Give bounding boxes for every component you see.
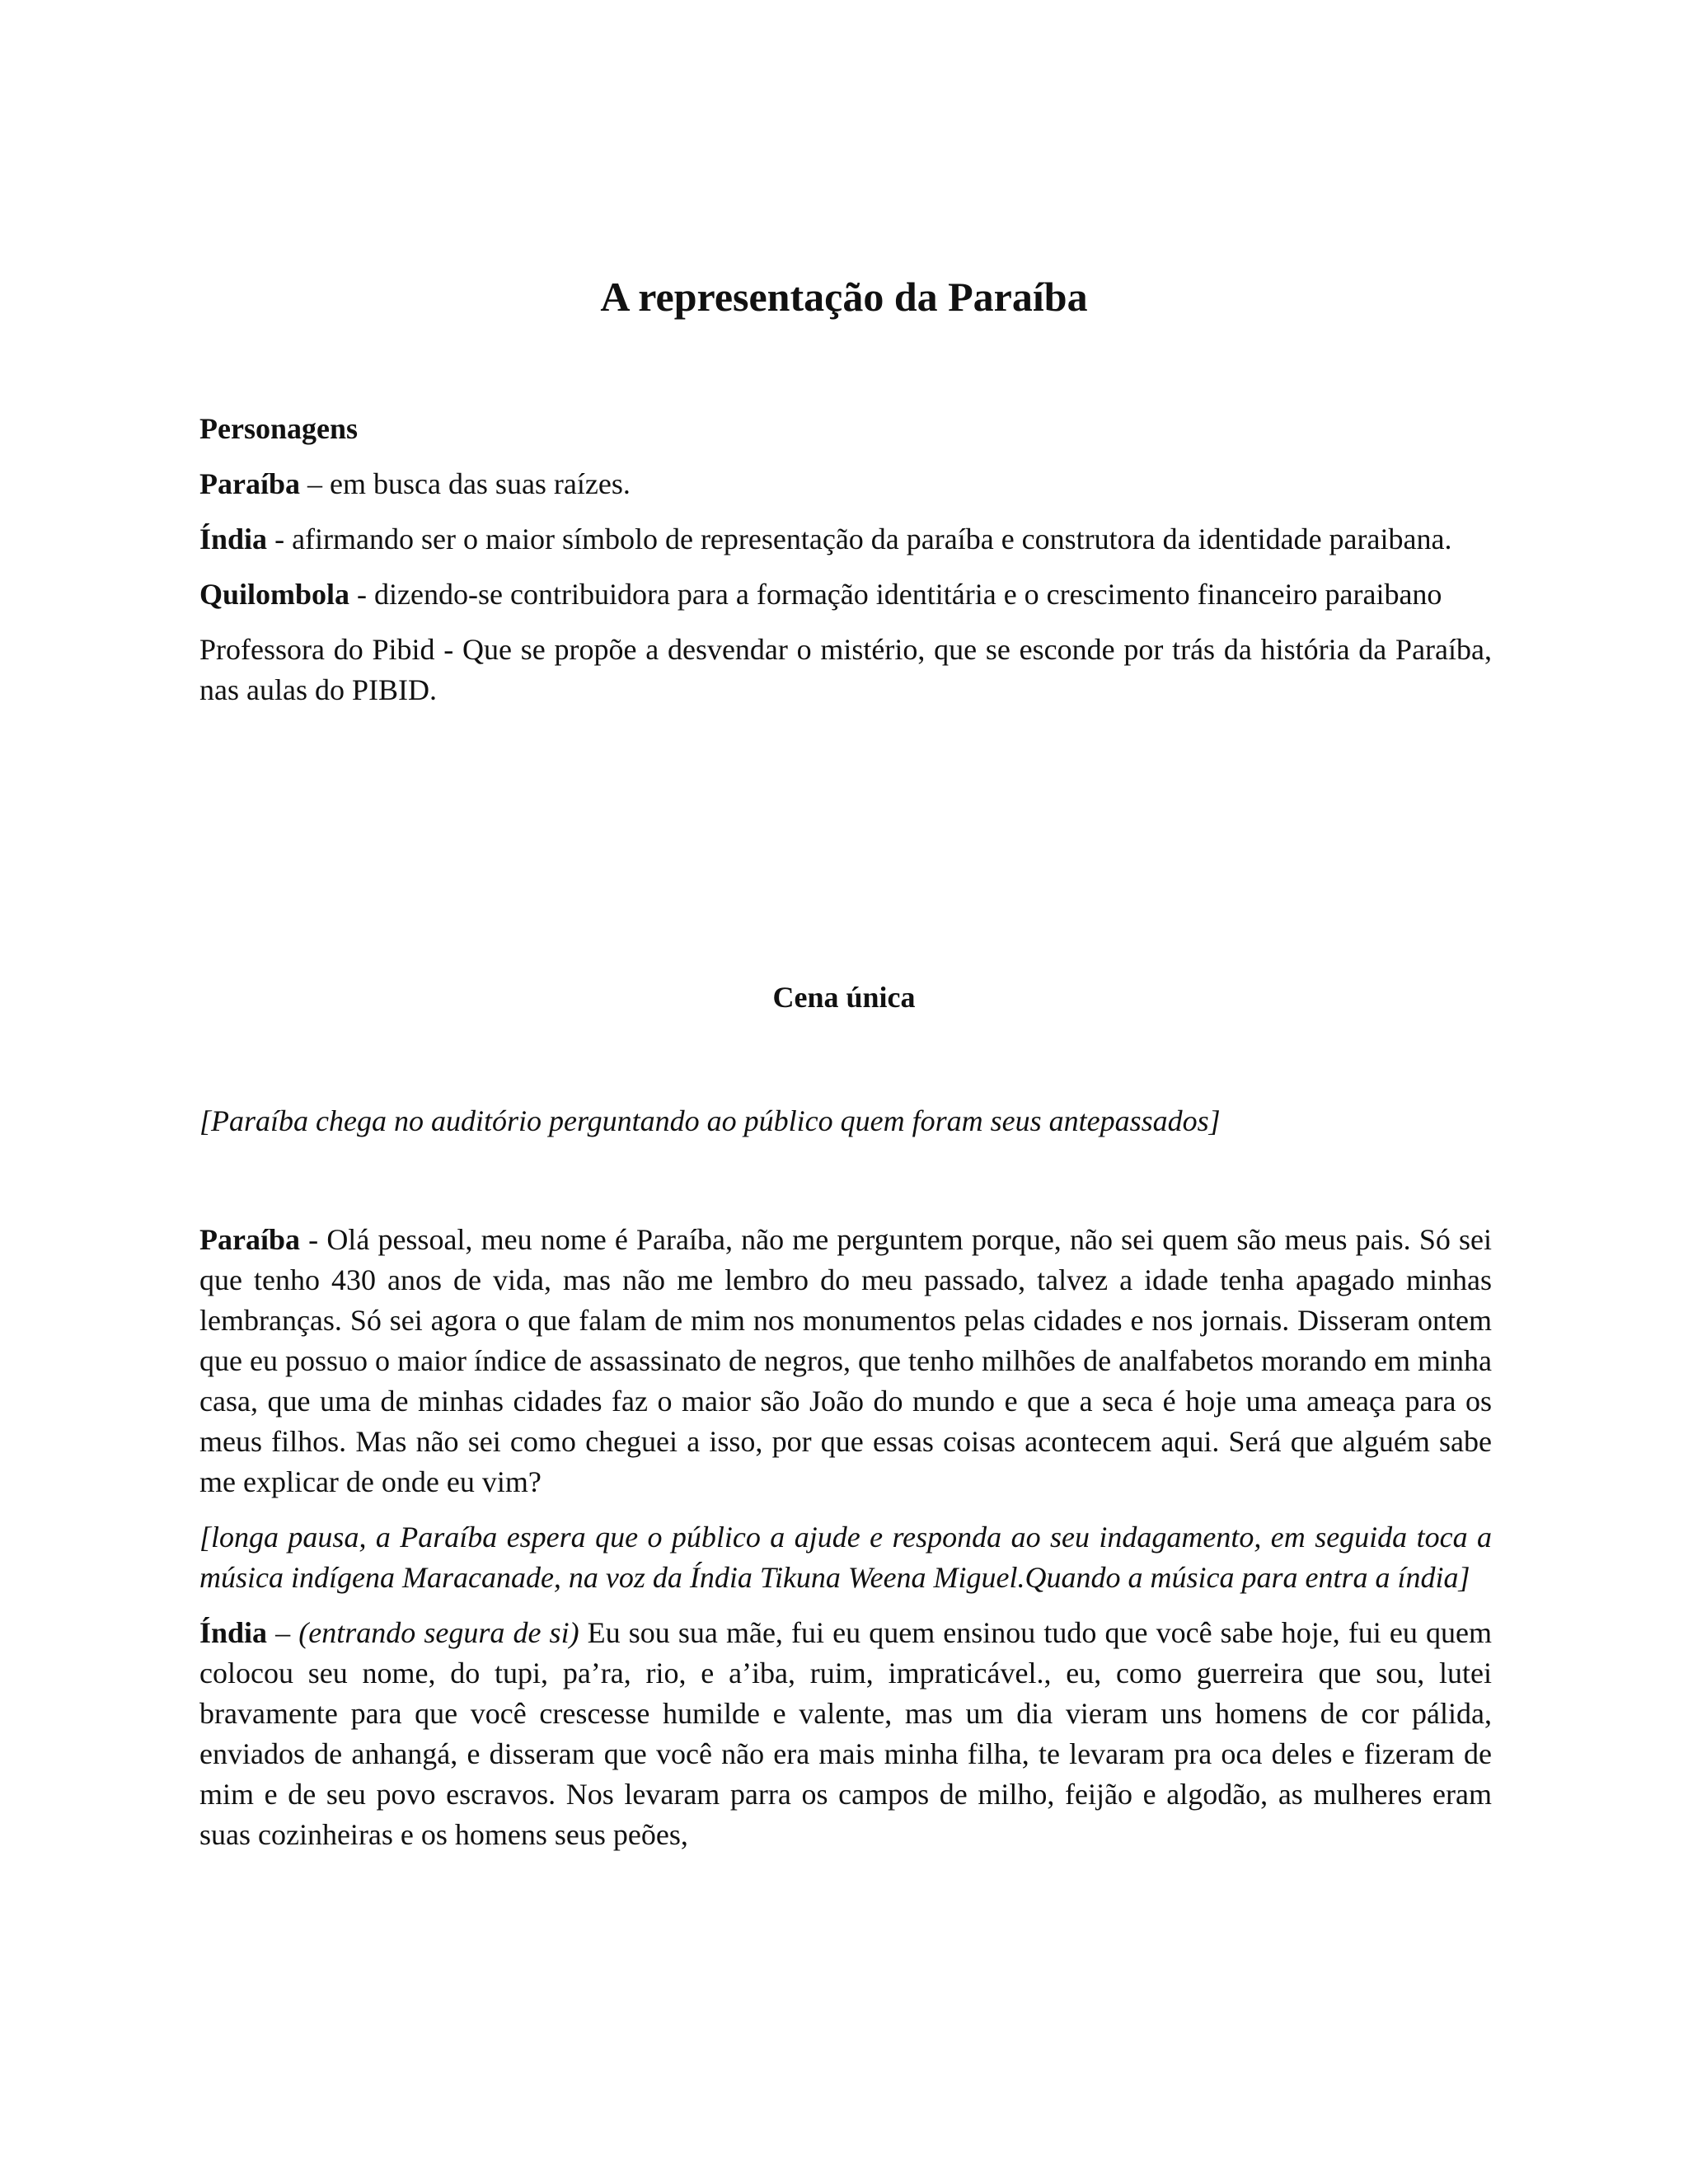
speaker-separator: –: [267, 1616, 299, 1649]
character-description: Professora do Pibid - Que se propõe a desvendar o mistério, que se esconde por trás da história da Paraíba, nas aulas do PIBID.: [199, 633, 1492, 706]
character-separator: –: [300, 467, 330, 500]
character-entry-india: [199, 519, 1492, 560]
character-name: Quilombola: [199, 578, 350, 611]
character-name: Índia: [199, 523, 268, 555]
speech-stage-note: (entrando segura de si): [298, 1616, 579, 1649]
character-name: Paraíba: [199, 467, 300, 500]
scene-title: Cena única: [772, 981, 916, 1014]
speech-text: Olá pessoal, meu nome é Paraíba, não me perguntem porque, não sei quem são meus pais. Só sei que tenho 430 anos de vida, mas não me lembro do meu passado, talvez a idade tenha apagado minhas lembranças. Só sei agora o que falam de mim nos monumentos pelas cidades e nos jornais. Disseram ontem que eu possuo o maior índice de assassinato de negros, que tenho milhões de analfabetos morando em minha casa, que uma de minhas cidades faz o maior são João do mundo e que a seca é hoje uma ameaça para os meus filhos. Mas não sei como cheguei a isso, por que essas coisas acontecem aqui. Será que alguém sabe me explicar de onde eu vim?: [199, 1223, 1492, 1498]
stage-direction-pause: [longa pausa, a Paraíba espera que o público a ajude e responda ao seu indagamento, em seguida toca a música indígena Maracanade, na voz da Índia Tikuna Weena Miguel.Quando a música para entra a índia]: [199, 1521, 1492, 1594]
character-entry-paraiba: [199, 464, 1492, 504]
character-entry-quilombola: [199, 574, 1492, 615]
character-separator: -: [349, 578, 375, 611]
stage-direction-opening: [Paraíba chega no auditório perguntando ao público quem foram seus antepassados]: [199, 1104, 1221, 1137]
character-description: afirmando ser o maior símbolo de representação da paraíba e construtora da identidade paraibana.: [292, 523, 1452, 555]
speech-text: Eu sou sua mãe, fui eu quem ensinou tudo que você sabe hoje, fui eu quem colocou seu nome, do tupi, pa’ra, rio, e a’iba, ruim, impraticável., eu, como guerreira que sou, lutei bravamente para que você crescesse humilde e valente, mas um dia vieram uns homens de cor pálida, enviados de anhangá, e disseram que você não era mais minha filha, te levaram pra oca deles e fizeram de mim e de seu povo escravos. Nos levaram parra os campos de milho, feijão e algodão, as mulheres eram suas cozinheiras e os homens seus peões,: [199, 1616, 1492, 1851]
dialogue-section: [199, 1220, 1492, 1855]
characters-heading: Personagens: [199, 412, 358, 445]
character-separator: -: [267, 523, 293, 555]
character-entry-professora: [199, 630, 1492, 710]
document-title: A representação da Paraíba: [600, 274, 1088, 320]
speaker-name: Índia: [199, 1616, 268, 1649]
character-description: em busca das suas raízes.: [330, 467, 631, 500]
speaker-separator: -: [300, 1223, 327, 1256]
character-description: dizendo-se contribuidora para a formação identitária e o crescimento financeiro paraibano: [374, 578, 1442, 611]
speech-india: [199, 1613, 1492, 1855]
characters-section: [199, 409, 1492, 710]
speaker-name: Paraíba: [199, 1223, 300, 1256]
speech-paraiba: [199, 1220, 1492, 1502]
